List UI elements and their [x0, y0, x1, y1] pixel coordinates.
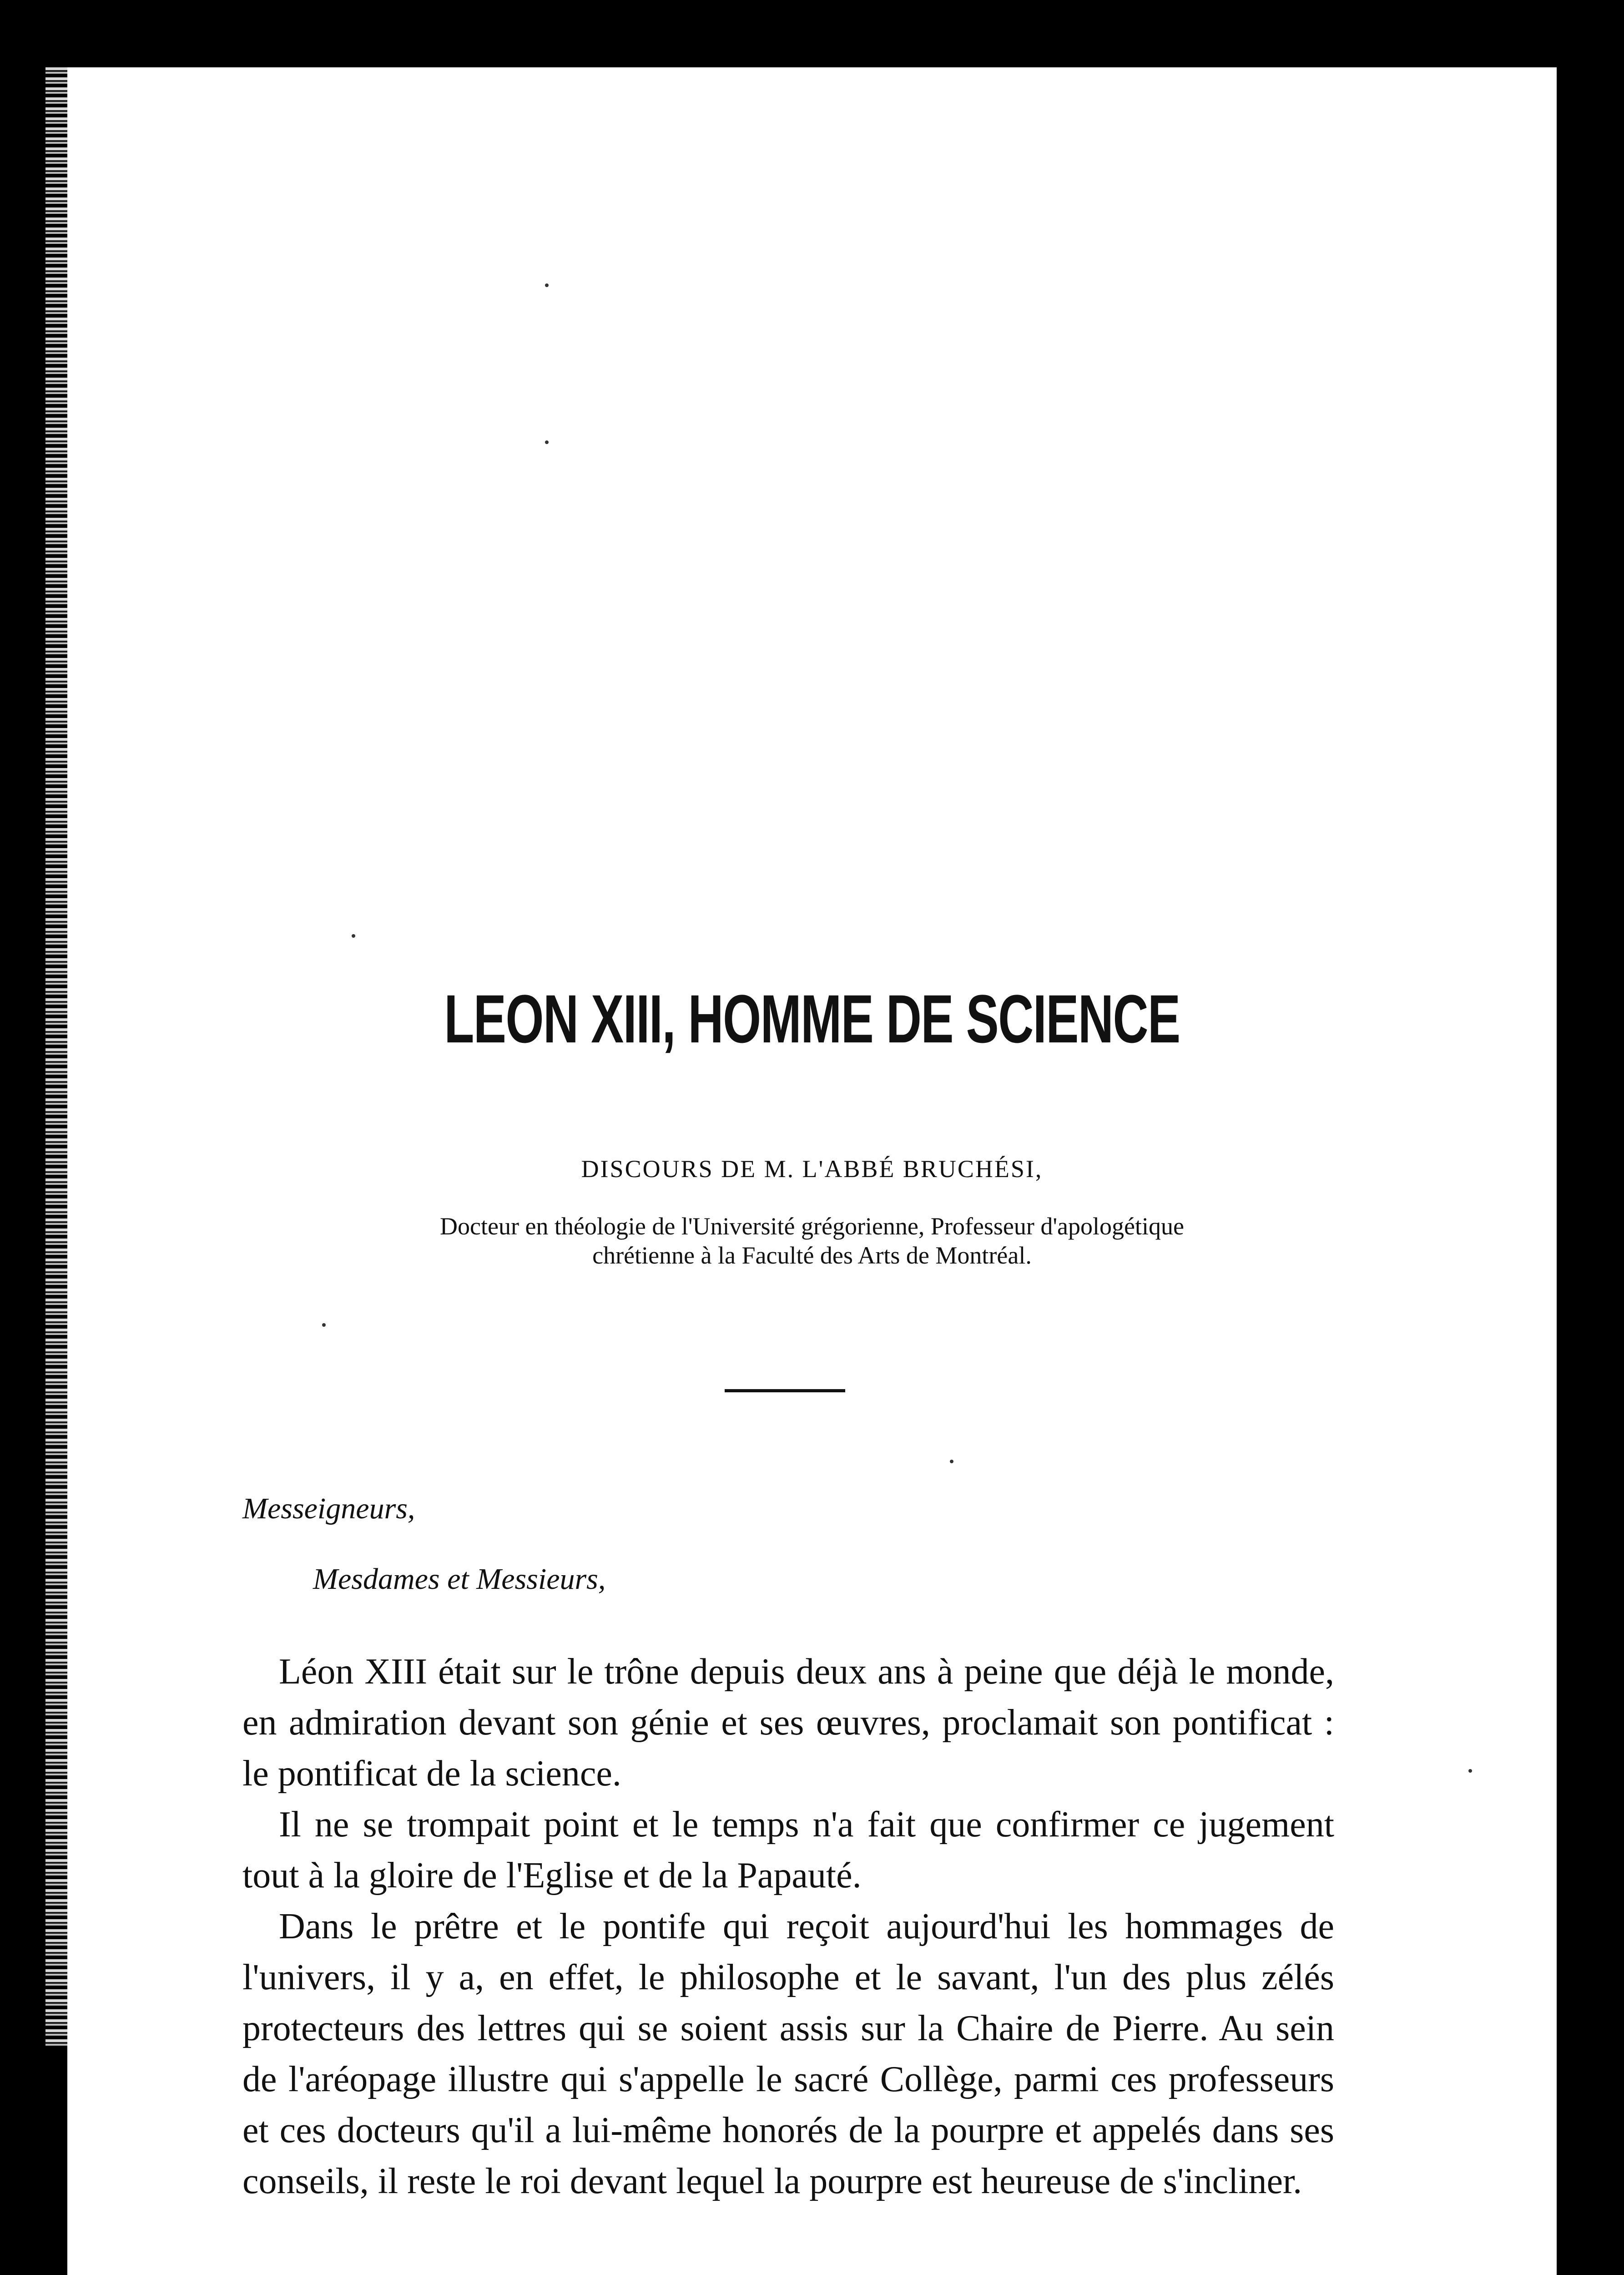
- binding-edge: [45, 67, 67, 2275]
- paragraph: Il ne se trompait point et le temps n'a fait que confirmer ce jugement tout à la gloire de l'Eglise et de la Papauté.: [242, 1805, 1334, 1896]
- salutation-second: Mesdames et Messieurs,: [313, 1562, 606, 1596]
- page-title: LEON XIII, HOMME DE SCIENCE: [444, 981, 1180, 1057]
- body-text: [242, 1646, 1334, 2207]
- scan-speck: [950, 1460, 953, 1463]
- section-divider: [725, 1389, 845, 1392]
- paragraph: Léon XIII était sur le trône depuis deux ans à peine que déjà le monde, en admiration devant son génie et ses œuvres, proclamait son pontificat : le pontificat de la science.: [242, 1652, 1334, 1794]
- binding-shadow: [45, 2048, 67, 2275]
- document-page: [67, 67, 1557, 2275]
- author-line: DISCOURS DE M. L'ABBÉ BRUCHÉSI,: [581, 1155, 1043, 1183]
- author-credentials: [67, 1212, 1557, 1270]
- credentials-line-1: Docteur en théologie de l'Université grégorienne, Professeur d'apologétique: [440, 1213, 1184, 1240]
- credentials-line-2: chrétienne à la Faculté des Arts de Montréal.: [592, 1242, 1032, 1269]
- scan-speck: [352, 934, 355, 938]
- salutation-first: Messeigneurs,: [242, 1492, 415, 1525]
- paragraph: Dans le prêtre et le pontife qui reçoit aujourd'hui les hommages de l'univers, il y a, en effet, le philosophe et le savant, l'un des plus zélés protecteurs des lettres qui se soient assis sur la Chaire de Pierre. Au sein de l'aréopage illustre qui s'appelle le sacré Collège, parmi ces professeurs et ces docteurs qu'il a lui-même honorés de la pourpre et appelés dans ses conseils, il reste le roi devant lequel la pourpre est heureuse de s'incliner.: [242, 1906, 1334, 2201]
- scan-speck: [545, 440, 549, 444]
- scan-speck: [1468, 1769, 1472, 1773]
- scan-speck: [322, 1323, 326, 1327]
- scan-speck: [545, 283, 549, 287]
